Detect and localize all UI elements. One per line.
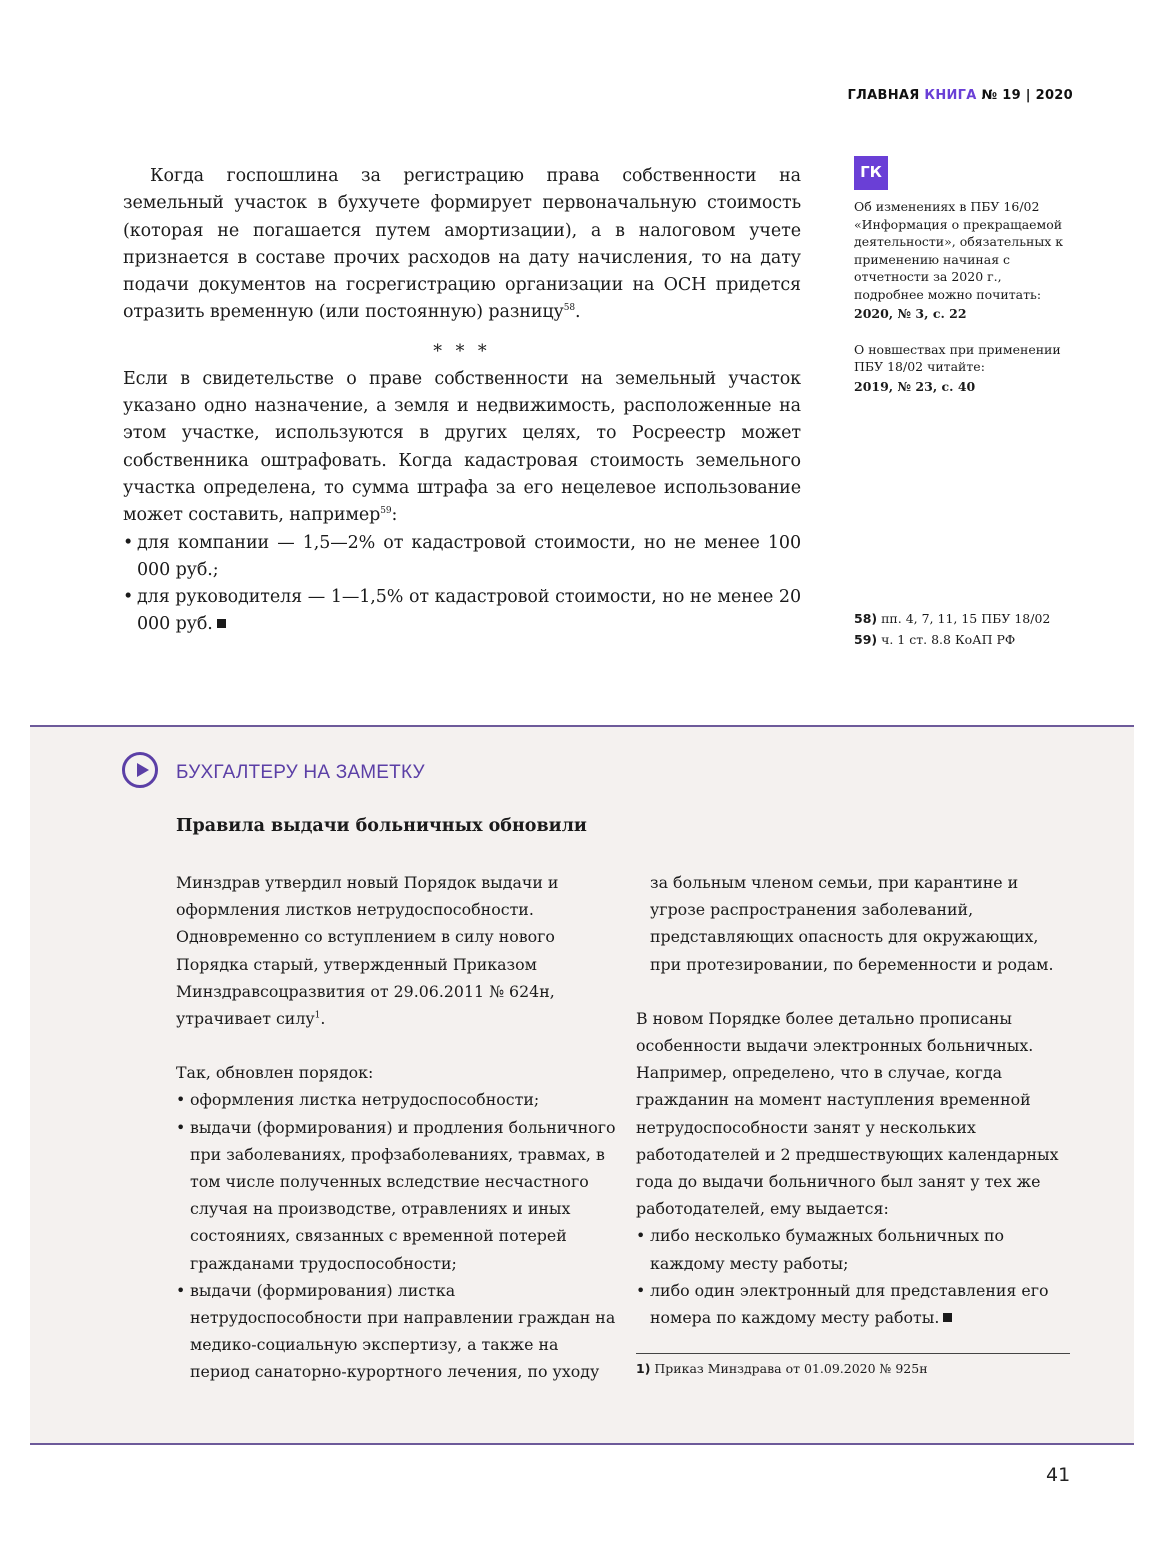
- accountant-note-box: [30, 725, 1134, 1445]
- sidebar-ref-2[interactable]: 2019, № 23, с. 40: [854, 378, 976, 394]
- sidebar-note-2: О новшествах при применении ПБУ 18/02 читайте:: [854, 341, 1061, 374]
- box-paragraph: Минздрав утвердил новый Порядок выдачи и оформления листков нетрудоспособности. Одновременно со вступлением в силу нового Порядка старый, утвержденный Приказом Минздравсоцразвития от 29.06.2011 № 624н, утрачивает силу$^1$.: [176, 873, 559, 1029]
- header-glavnaya: ГЛАВНАЯ: [847, 88, 920, 103]
- page-number: 41: [1046, 1464, 1071, 1486]
- footnote-59: 59) ч. 1 ст. 8.8 КоАП РФ: [854, 632, 1016, 647]
- sidebar-note-1: Об изменениях в ПБУ 16/02 «Информация о прекращаемой деятельности», обязательных к применению начиная с отчетности за 2020 г., подробнее можно почитать:: [854, 199, 1064, 302]
- section-separator: * * *: [433, 341, 491, 362]
- header-issue: № 19 | 2020: [981, 88, 1073, 103]
- footnote-ref-58[interactable]: 58: [563, 303, 576, 314]
- footnote-ref-59[interactable]: 59: [380, 506, 392, 517]
- box-column-2: [636, 869, 1070, 1378]
- list-item: • для компании — 1,5—2% от кадастровой стоимости, но не менее 100 000 руб.;: [123, 530, 801, 585]
- end-mark-icon: [943, 1313, 952, 1322]
- sidebar-notes: [854, 156, 1069, 395]
- footnotes: [854, 608, 1094, 650]
- box-footnote-ref-1[interactable]: 1: [314, 1010, 321, 1021]
- box-paragraph: Так, обновлен порядок:: [176, 1063, 374, 1083]
- main-article: [123, 163, 801, 639]
- running-header: [847, 88, 1073, 103]
- box-list-continuation: за больным членом семьи, при карантине и угрозе распространения заболеваний, представляющих опасность для окружающих, при протезировании, по беременности и родам.: [650, 873, 1054, 974]
- end-mark-icon: [217, 619, 226, 628]
- main-paragraph-2: Если в свидетельстве о праве собственности на земельный участок указано одно назначение, а земля и недвижимость, расположенные на этом участке, используются в других целях, то Росреестр может собственника оштрафовать. Когда кадастровая стоимость земельного участка определена, то сумма штрафа за его нецелевое использование может составить, например$^{59}$:: [123, 368, 801, 526]
- play-icon: [122, 752, 158, 788]
- box-label: БУХГАЛТЕРУ НА ЗАМЕТКУ: [176, 762, 425, 783]
- footnote-58: 58) пп. 4, 7, 11, 15 ПБУ 18/02: [854, 611, 1051, 626]
- box-footnote: 1) Приказ Минздрава от 01.09.2020 № 925н: [636, 1353, 1070, 1378]
- list-item: • выдачи (формирования) листка нетрудоспособности при направлении граждан на медико-социальную экспертизу, а также на период санаторно-курортного лечения, по уходу: [176, 1277, 616, 1386]
- fine-list: [123, 530, 801, 639]
- box-paragraph: В новом Порядке более детально прописаны особенности выдачи электронных больничных. Например, определено, что в случае, когда гражданин на момент наступления временной нетрудоспособности занят у нескольких работодателей и 2 предшествующих календарных года до выдачи больничного был занят у тех же работодателей, ему выдается:: [636, 1008, 1059, 1219]
- box-column-1: [176, 869, 616, 1386]
- list-item: • выдачи (формирования) и продления больничного при заболеваниях, профзаболеваниях, травмах, в том числе полученных вследствие несчастного случая на производстве, отравлениях и иных состояниях, связанных с временной потерей гражданами трудоспособности;: [176, 1114, 616, 1277]
- list-item: • либо один электронный для представления его номера по каждому месту работы.: [636, 1277, 1070, 1331]
- header-kniga: КНИГА: [924, 88, 977, 103]
- box-list: [636, 1222, 1070, 1331]
- sidebar-ref-1[interactable]: 2020, № 3, с. 22: [854, 306, 967, 321]
- main-paragraph-1: Когда госпошлина за регистрацию права собственности на земельный участок в бухучете формирует первоначальную стоимость (которая не погашается путем амортизации), а в налоговом учете признается в составе прочих расходов на дату начисления, то на дату подачи документов на госрегистрацию организации на ОСН придется отразить временную (или постоянную) разницу$^{58}$.: [123, 166, 801, 323]
- box-title: Правила выдачи больничных обновили: [176, 816, 587, 836]
- box-list: [176, 1086, 616, 1385]
- list-item: • либо несколько бумажных больничных по каждому месту работы;: [636, 1222, 1070, 1276]
- list-item: • для руководителя — 1—1,5% от кадастровой стоимости, но не менее 20 000 руб.: [123, 584, 801, 639]
- list-item: • оформления листка нетрудоспособности;: [176, 1086, 616, 1113]
- gk-logo-icon: ГК: [854, 156, 888, 190]
